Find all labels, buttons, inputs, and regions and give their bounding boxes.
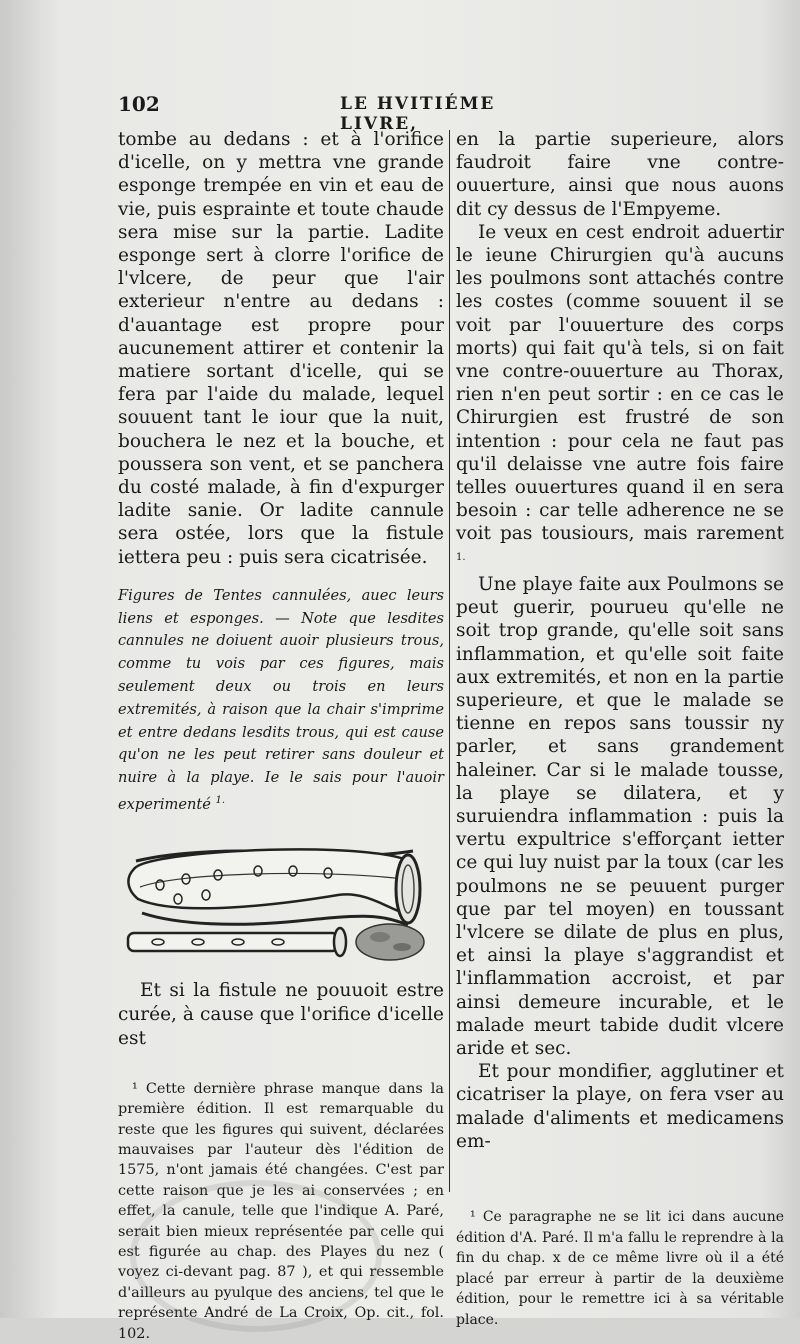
left-footnote-text: Cette dernière phrase manque dans la première édition. Il est remarquable du reste que les figures qui suivent, déclarées mauvaises par l'auteur dès l'édition de 1575, n'ont jamais été changées. C'est par cette raison que je les ai conservées ; en effet, la canule, telle que l'indique A. Paré, serait bien mieux représentée par celle qui est figurée au chap. des Playes du nez ( voyez ci-devant pag. 87 ), et qui ressemble d'ailleurs au pyulque des anciens, tel que le représente André de La Croix, Op. cit., fol. 102. [118, 1080, 444, 1342]
left-paragraph-1: tombe au dedans : et à l'orifice d'icelle, on y mettra vne grande esponge trempée en vin et eau de vie, puis espraintе et toute chaude sera mise sur la partie. Ladite esponge sert à clorre l'orifice de l'vlcere, de peur que l'air exterieur n'entre au dedans : d'auantage est propre pour aucunement attirer et contenir la matiere sortant d'icelle, qui se fera par l'aide du malade, lequel souuent tant le iour que la nuit, bouchera le nez et la bouche, et poussera son vent, et se panchera du costé malade, à fin d'expurger ladite sanie. Or ladite cannule sera ostée, lors que la fistule iettera peu : puis sera cicatrisée. [118, 129, 444, 568]
left-footnote-mark: ¹ [132, 1080, 138, 1097]
right-paragraph-1: en la partie superieure, alors faudroit faire vne contre-ouuerture, ainsi que nous auons dit cy dessus de l'Empyeme. [456, 129, 784, 220]
figure-caption [118, 585, 444, 817]
column-divider [449, 130, 450, 1192]
right-paragraph-2 [456, 221, 784, 573]
right-paragraph-2-text: Ie veux en cest endroit aduertir le ieune Chirurgien qu'à aucuns les poulmons sont attachés contre les costes (comme souuent il se voit par l'ouuerture des corps morts) qui fait qu'à tels, si on fait vne contre-ouuerture au Thorax, rien n'en peut sortir : en ce cas le Chirurgien est frustré de son intention : pour cela ne faut pas qu'il delaisse vne autre fois faire telles ouuertures quand il en sera besoin : car telle adherence ne se voit pas tousiours, mais rarement [456, 221, 784, 545]
page-header [118, 92, 578, 134]
right-paragraph-3: Une playe faite aux Poulmons se peut guerir, pourueu qu'elle ne soit trop grande, qu'elle soit sans inflammation, et qu'elle soit faite aux extremités, et non en la partie superieure, et que le malade se tienne en repos sans toussir ny parler, et sans grandement haleiner. Car si le malade tousse, la playe se dilatera, et y suruiendra inflammation : puis la vertu expultrice s'efforçant ietter ce qui luy nuist par la toux (car les poulmons ne se peuuent purger que par tel moyen) en toussant l'vlcere se dilate de plus en plus, et ainsi la playe s'aggrandist et l'inflammation accroist, et par ainsi demeure incurable, et le malade meurt tabide dudit vlcere aride et sec. [456, 574, 784, 1060]
running-title: LE HVITIÉME LIVRE, [340, 94, 496, 134]
left-paragraph-2: Et si la fistule ne pouuoit estre curée, à cause que l'orifice d'icelle est [118, 979, 444, 1049]
right-paragraph-4: Et pour mondifier, agglutiner et cicatriser la playe, on fera vser au malade d'aliments et medicamens em- [456, 1061, 784, 1152]
caption-note-mark: 1. [215, 795, 226, 807]
right-column [456, 128, 784, 1330]
left-column [118, 128, 444, 1344]
cannula-figure [118, 829, 444, 959]
page-number: 102 [118, 92, 160, 116]
figure-caption-text: Figures de Tentes cannulées, auec leurs liens et esponges. — Note que lesdites cannules ne doiuent auoir plusieurs trous, comme tu vois par ces figures, mais seulement deux ou trois en leurs extremités, à raison que la chair s'imprime et entre dedans lesdits trous, qui est cause qu'on ne les peut retirer sans douleur et nuire à la playe. Ie le sais pour l'auoir experimenté [118, 586, 444, 813]
library-stamp [130, 1180, 382, 1332]
right-paragraph-2-note-mark: 1. [456, 551, 466, 563]
right-footnote-mark: ¹ [470, 1209, 476, 1226]
cannula-illustration [118, 829, 438, 959]
right-footnote [456, 1207, 784, 1330]
right-footnote-text: Ce paragraphe ne se lit ici dans aucune édition d'A. Paré. Il m'a fallu le reprendre à la fin du chap. x de ce même livre où il a été placé par erreur à partir de la deuxième édition, pour le remettre ici à sa véritable place. [456, 1209, 784, 1328]
